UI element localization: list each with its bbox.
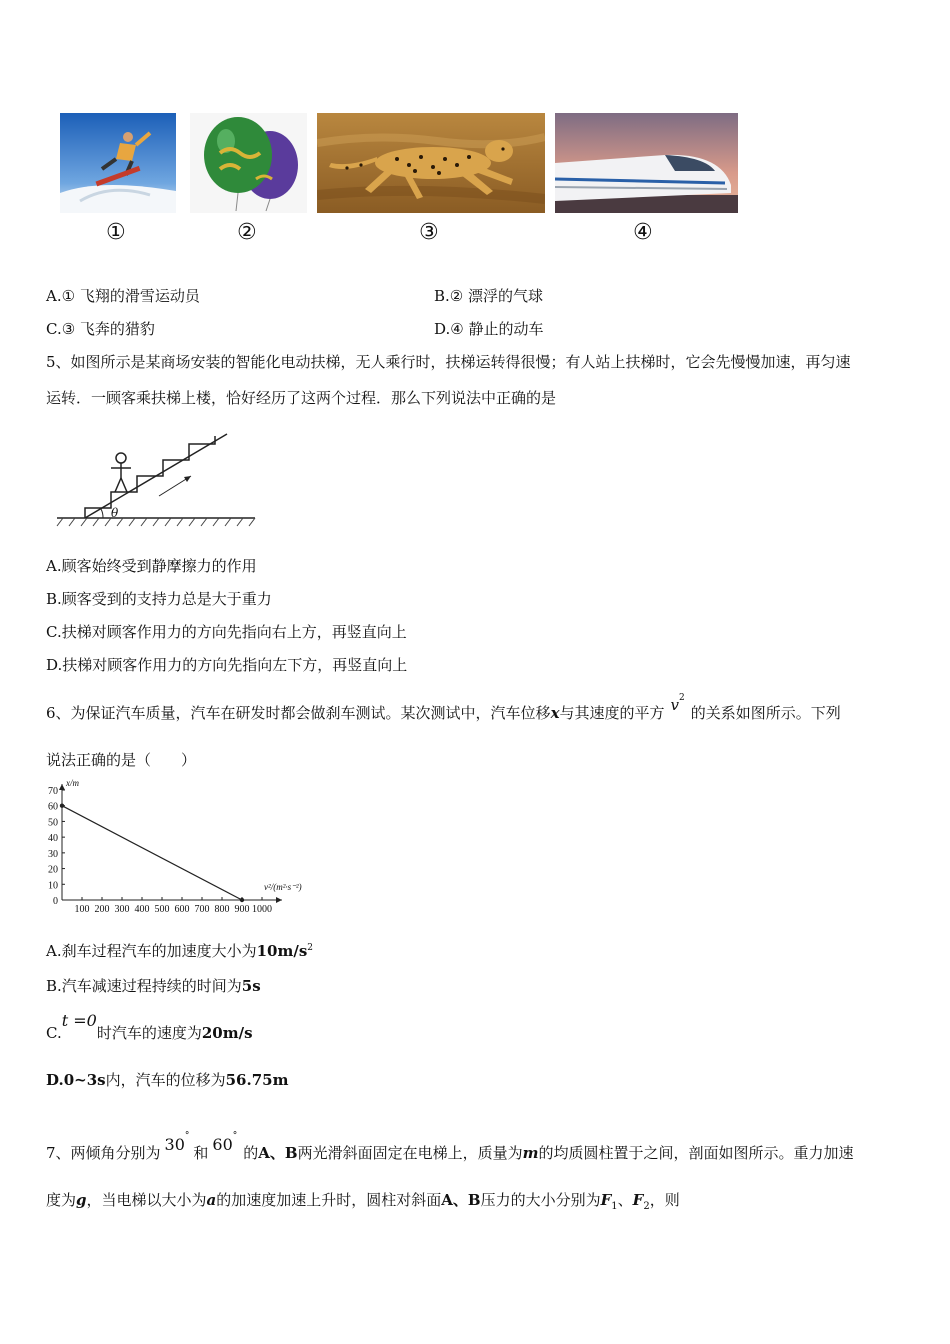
- y-tick-label: 30: [48, 848, 58, 860]
- q6-var-v: v: [670, 696, 680, 714]
- x-tick-label: 900: [234, 904, 250, 915]
- image-label-4: ④: [633, 220, 653, 245]
- q4-option-c[interactable]: C.③ 飞奔的猎豹: [46, 320, 155, 338]
- y-tick-label: 40: [48, 833, 58, 845]
- q7-var-f2-sub: 2: [643, 1201, 650, 1212]
- q5-stem-line1: 5、如图所示是某商场安装的智能化电动扶梯，无人乘行时，扶梯运转得很慢；有人站上扶梯时，它会先慢慢加速，再匀速: [46, 353, 851, 371]
- q7-var-m: m: [522, 1144, 539, 1162]
- y-tick-label: 60: [48, 801, 58, 813]
- q7-stem-line1: [46, 1131, 854, 1163]
- q7-line2-e: ，则: [649, 1191, 680, 1209]
- q6-chart-svg: [40, 778, 330, 918]
- x-tick-label: 300: [114, 904, 130, 915]
- y-tick-label: 50: [48, 817, 58, 829]
- q4-option-d[interactable]: D.④ 静止的动车: [434, 320, 544, 338]
- q6-option-b-text: B.汽车减速过程持续的时间为: [46, 977, 242, 995]
- image-label-2: ②: [237, 220, 257, 245]
- y-axis-label: x/m: [66, 778, 79, 788]
- x-axis-arrow: [276, 897, 282, 903]
- q7-line2-c: 的加速度加速上升时，圆柱对斜面: [216, 1191, 442, 1209]
- q6-option-d-value: 56.75m: [225, 1071, 289, 1089]
- q7-var-f1-sub: 1: [611, 1201, 618, 1212]
- q7-stem-line2: [46, 1190, 680, 1217]
- q7-line2-a: 度为: [46, 1191, 77, 1209]
- q6-option-a[interactable]: [46, 940, 313, 961]
- q7-angle-30-deg: °: [184, 1131, 190, 1141]
- image-label-3: ③: [419, 220, 439, 245]
- q6-option-a-value: 10m/s: [256, 942, 308, 960]
- q6-stem-part-c: 的关系如图所示。下列: [690, 704, 841, 722]
- q7-line2-d: 压力的大小分别为: [480, 1191, 601, 1209]
- q6-option-c-value: 20m/s: [201, 1024, 253, 1042]
- q6-stem-line2: 说法正确的是（ ）: [46, 751, 197, 769]
- y-tick-label: 70: [48, 786, 58, 797]
- bullet-train-photo: [555, 113, 738, 213]
- q6-option-a-text: A.刹车过程汽车的加速度大小为: [46, 942, 257, 960]
- x-tick-label: 200: [94, 904, 110, 915]
- y-axis-arrow: [59, 784, 65, 790]
- q7-var-g: g: [76, 1191, 87, 1209]
- q6-var-x: x: [550, 704, 560, 722]
- data-point: [60, 804, 64, 808]
- q7-var-a: a: [206, 1191, 217, 1209]
- balloons-photo: [190, 113, 307, 213]
- q5-option-b[interactable]: B.顾客受到的支持力总是大于重力: [46, 590, 272, 608]
- escalator-angle-label: θ: [111, 506, 119, 520]
- q6-chart: [40, 778, 330, 918]
- data-line: [62, 806, 242, 900]
- y-tick-label: 10: [48, 880, 58, 892]
- q7-part-d: 两光滑斜面固定在电梯上，质量为: [297, 1144, 523, 1162]
- q6-option-c-prefix: C.: [46, 1024, 62, 1042]
- cheetah-photo: [317, 113, 545, 213]
- q4-option-a[interactable]: A.① 飞翔的滑雪运动员: [46, 287, 200, 305]
- q7-line2-ab: A、B: [441, 1191, 481, 1209]
- escalator-diagram: [55, 430, 260, 530]
- x-axis-label: v²/(m²·s⁻²): [264, 882, 302, 892]
- q7-angle-30: 30: [164, 1135, 185, 1154]
- q6-stem-part-b: 与其速度的平方: [559, 704, 665, 722]
- q6-option-b[interactable]: [46, 975, 261, 996]
- q6-option-b-value: 5s: [241, 977, 261, 995]
- x-tick-label: 500: [154, 904, 170, 915]
- q4-option-b[interactable]: B.② 漂浮的气球: [434, 287, 544, 305]
- q7-var-f2: F: [632, 1191, 644, 1209]
- q6-var-v-exp: 2: [679, 693, 685, 703]
- q7-part-c: 的: [243, 1144, 259, 1162]
- x-tick-label: 800: [214, 904, 230, 915]
- q7-part-a: 7、两倾角分别为: [46, 1144, 161, 1162]
- snowboarder-photo: [60, 113, 176, 213]
- y-tick-label: 20: [48, 864, 58, 876]
- q6-option-d[interactable]: [46, 1069, 288, 1090]
- x-tick-label: 400: [134, 904, 150, 915]
- x-tick-label: 100: [74, 904, 90, 915]
- q7-part-e: 的均质圆柱置于之间，剖面如图所示。重力加速: [538, 1144, 854, 1162]
- q6-stem-line1: [46, 693, 841, 723]
- q5-option-c[interactable]: C.扶梯对顾客作用力的方向先指向右上方，再竖直向上: [46, 623, 407, 641]
- x-tick-label: 1000: [252, 904, 272, 915]
- q6-option-c-formula: t =0: [61, 1011, 97, 1030]
- q7-line2-b: ，当电梯以大小为: [86, 1191, 207, 1209]
- image-label-1: ①: [106, 220, 126, 245]
- q7-angle-60-deg: °: [232, 1131, 238, 1141]
- data-point: [240, 898, 244, 902]
- x-tick-label: 700: [194, 904, 210, 915]
- q6-option-a-exp: 2: [307, 943, 314, 953]
- q6-stem-part-a: 6、为保证汽车质量，汽车在研发时都会做刹车测试。某次测试中，汽车位移: [46, 704, 551, 722]
- q7-var-f1: F: [600, 1191, 612, 1209]
- y-tick-label: 0: [53, 896, 58, 907]
- q7-ab: A、B: [258, 1144, 298, 1162]
- x-tick-label: 600: [174, 904, 190, 915]
- q6-option-c[interactable]: [46, 1011, 253, 1043]
- q6-option-d-text: 内，汽车的位移为: [105, 1071, 226, 1089]
- q7-part-b: 和: [193, 1144, 209, 1162]
- q6-option-d-range: D.0~3s: [46, 1071, 106, 1089]
- q6-option-c-text: 时汽车的速度为: [96, 1024, 202, 1042]
- q5-option-d[interactable]: D.扶梯对顾客作用力的方向先指向左下方，再竖直向上: [46, 656, 408, 674]
- q7-line2-sep: 、: [617, 1191, 633, 1209]
- q5-option-a[interactable]: A.顾客始终受到静摩擦力的作用: [46, 557, 257, 575]
- q7-angle-60: 60: [212, 1135, 233, 1154]
- q5-stem-line2: 运转．一顾客乘扶梯上楼，恰好经历了这两个过程．那么下列说法中正确的是: [46, 389, 557, 407]
